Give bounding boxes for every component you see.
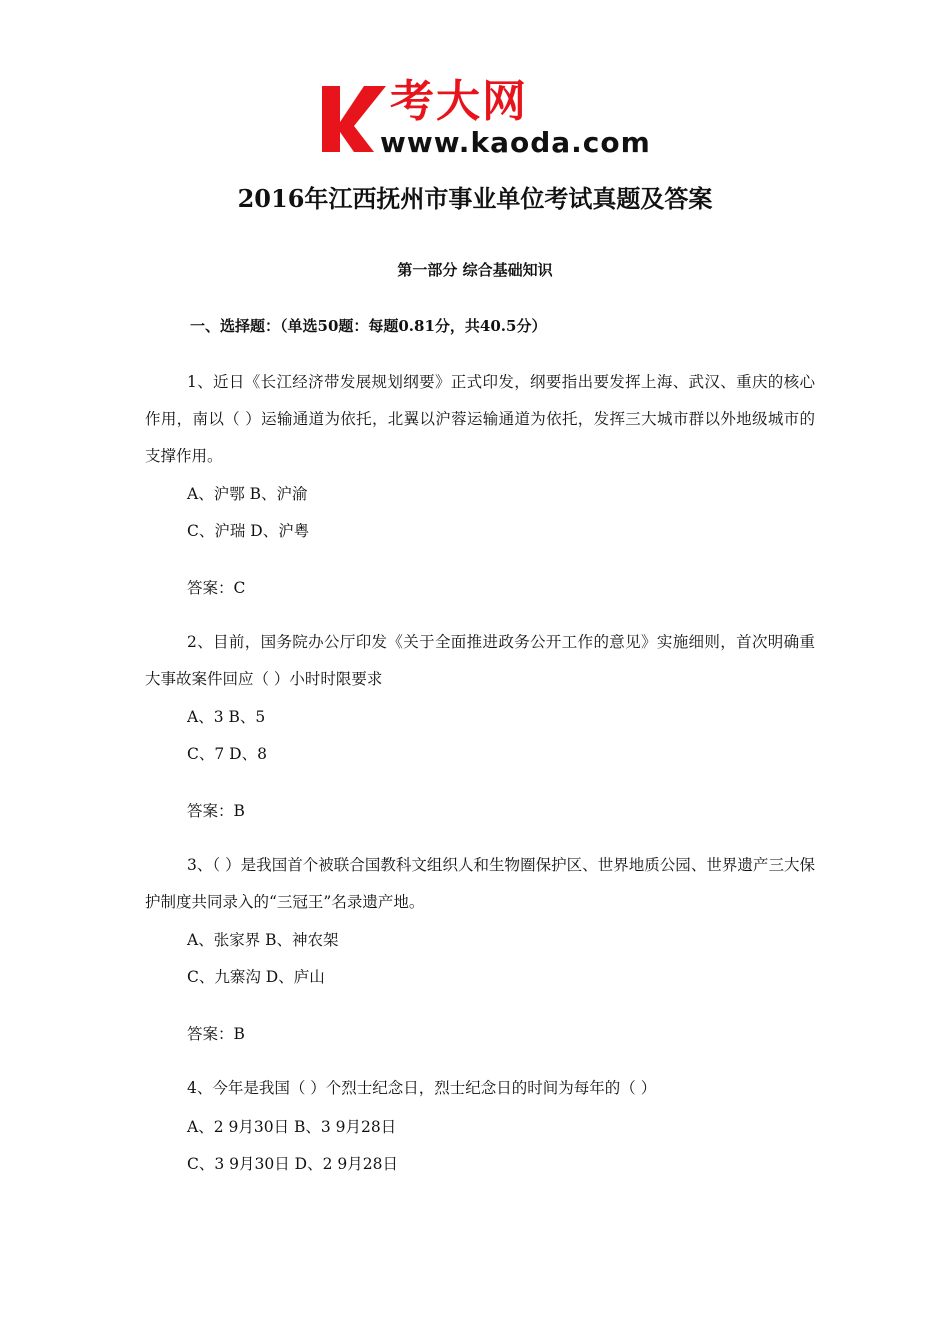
question-2-option-line-2: C、7 D、8 [187, 745, 267, 763]
section-heading: 第一部分 综合基础知识 [397, 261, 553, 279]
question-3-option-line-1: A、张家界 B、神农架 [187, 931, 339, 949]
question-2-text: 2、目前，国务院办公厅印发《关于全面推进政务公开工作的意见》实施细则，首次明确重大事故案件回应（ ）小时时限要求 [145, 633, 815, 688]
question-2-option-line-1: A、3 B、5 [187, 708, 266, 726]
question-1-answer: 答案：C [187, 579, 246, 597]
logo-url-text: www.kaoda.com [380, 126, 651, 159]
question-1-option-line-1: A、沪鄂 B、沪渝 [187, 485, 308, 503]
question-1-text: 1、近日《长江经济带发展规划纲要》正式印发，纲要指出要发挥上海、武汉、重庆的核心作用，南以（ ）运输通道为依托，北翼以沪蓉运输通道为依托，发挥三大城市群以外地级城市的支撑作用。 [145, 373, 815, 465]
question-4-option-line-2: C、3 9月30日 D、2 9月28日 [187, 1155, 398, 1173]
question-type-heading: 一、选择题：（单选50题：每题0.81分，共40.5分） [190, 317, 547, 335]
logo-brand-text: 考大网 [390, 76, 528, 127]
question-4-option-line-1: A、2 9月30日 B、3 9月28日 [187, 1118, 397, 1136]
question-3-answer: 答案：B [187, 1025, 245, 1043]
question-3-text: 3、（ ）是我国首个被联合国教科文组织人和生物圈保护区、世界地质公园、世界遗产三大保护制度共同录入的“三冠王”名录遗产地。 [145, 856, 815, 911]
question-3-option-line-2: C、九寨沟 D、庐山 [187, 968, 325, 986]
document-title: 2016年江西抚州市事业单位考试真题及答案 [237, 184, 713, 213]
kaoda-logo [318, 76, 651, 168]
question-1-option-line-2: C、沪瑞 D、沪粤 [187, 522, 310, 540]
question-2-answer: 答案：B [187, 802, 245, 820]
question-4-text: 4、今年是我国（ ）个烈士纪念日，烈士纪念日的时间为每年的（ ） [187, 1079, 657, 1097]
